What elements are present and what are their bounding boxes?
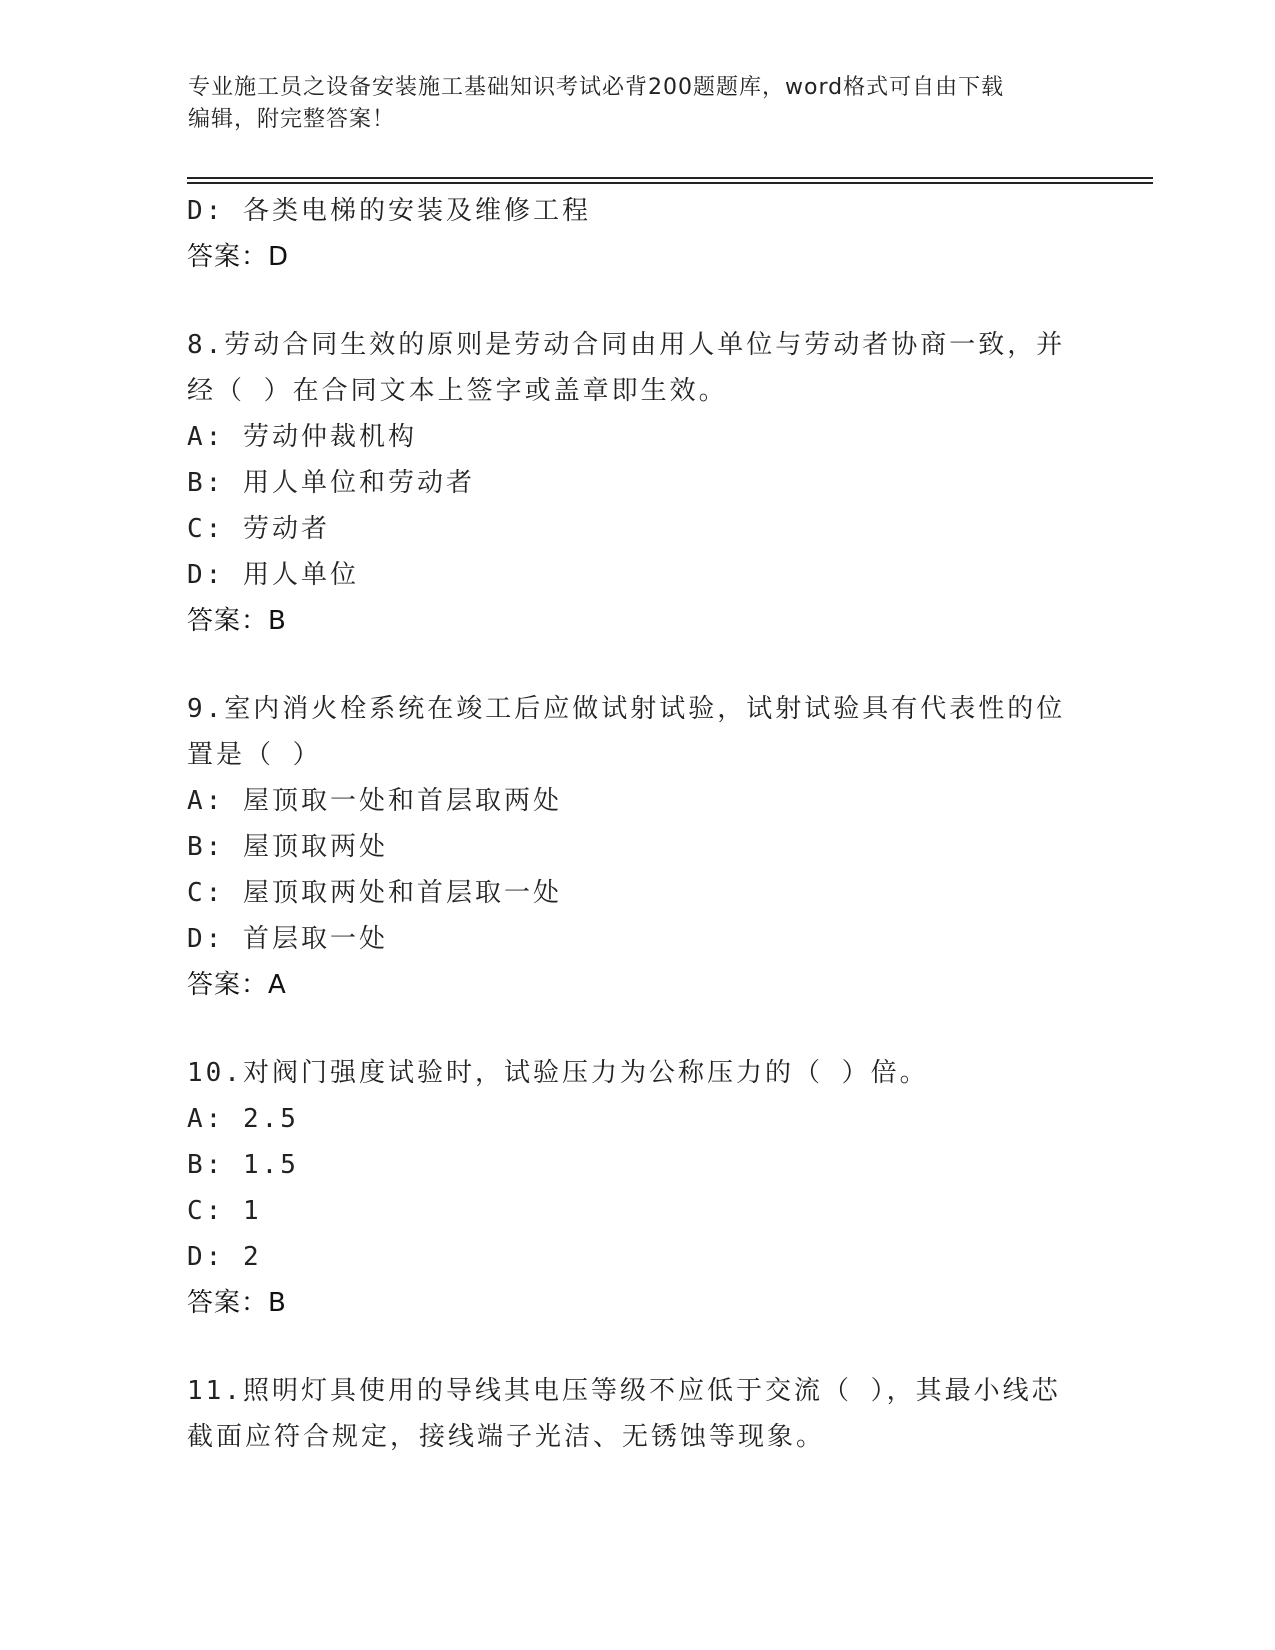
question-stem-line: 9.室内消火栓系统在竣工后应做试射试验，试射试验具有代表性的位 [187, 694, 1066, 724]
question-stem-line: 8.劳动合同生效的原则是劳动合同由用人单位与劳动者协商一致，并 [187, 330, 1066, 360]
option-b: B: 用人单位和劳动者 [187, 468, 475, 498]
answer-line: 答案：D [187, 242, 290, 272]
question-7-tail [187, 188, 1087, 280]
spacer [187, 280, 1087, 322]
answer-line: 答案：A [187, 970, 287, 1000]
option-d: D: 各类电梯的安装及维修工程 [187, 196, 591, 226]
header-divider-top [187, 177, 1153, 179]
option-c: C: 劳动者 [187, 514, 330, 544]
document-header [188, 72, 1068, 136]
question-8 [187, 322, 1087, 644]
question-stem [187, 1368, 1067, 1460]
option-a: A: 屋顶取一处和首层取两处 [187, 786, 562, 816]
question-stem [187, 322, 1067, 414]
question-list [187, 188, 1087, 1460]
question-9 [187, 686, 1087, 1008]
question-stem-line: 经（ ）在合同文本上签字或盖章即生效。 [187, 376, 728, 406]
answer-line: 答案：B [187, 606, 287, 636]
question-stem-line: 11.照明灯具使用的导线其电压等级不应低于交流（ ），其最小线芯 [187, 1376, 1061, 1406]
option-c: C: 1 [187, 1196, 262, 1226]
question-10 [187, 1050, 1087, 1326]
question-stem-line: 10.对阀门强度试验时，试验压力为公称压力的（ ）倍。 [187, 1058, 929, 1088]
answer-line: 答案：B [187, 1288, 287, 1318]
question-stem [187, 686, 1067, 778]
spacer [187, 1008, 1087, 1050]
header-line-1: 专业施工员之设备安装施工基础知识考试必背200题题库，word格式可自由下载 [188, 75, 1005, 100]
option-d: D: 2 [187, 1242, 262, 1272]
question-stem-line: 截面应符合规定，接线端子光洁、无锈蚀等现象。 [187, 1422, 826, 1452]
header-line-2: 编辑，附完整答案！ [188, 107, 396, 132]
option-c: C: 屋顶取两处和首层取一处 [187, 878, 562, 908]
option-d: D: 用人单位 [187, 560, 359, 590]
spacer [187, 1326, 1087, 1368]
option-b: B: 1.5 [187, 1150, 299, 1180]
option-a: A: 2.5 [187, 1104, 299, 1134]
question-stem [187, 1050, 1067, 1096]
spacer [187, 644, 1087, 686]
question-11 [187, 1368, 1087, 1460]
header-divider-bottom [187, 182, 1153, 184]
question-stem-line: 置是（ ） [187, 740, 322, 770]
option-a: A: 劳动仲裁机构 [187, 422, 417, 452]
option-d: D: 首层取一处 [187, 924, 388, 954]
option-b: B: 屋顶取两处 [187, 832, 388, 862]
